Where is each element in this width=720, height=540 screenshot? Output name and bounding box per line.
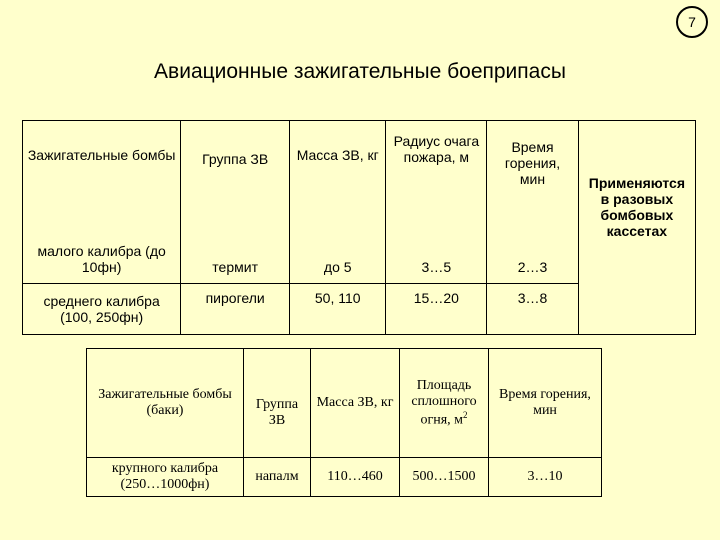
- header-area: [400, 349, 489, 458]
- header-mass: Масса ЗВ, кг: [311, 349, 400, 458]
- row-group: напалм: [244, 458, 311, 497]
- row2-group: пирогели: [181, 284, 290, 335]
- row1-group: термит: [181, 235, 290, 284]
- row1-time: 2…3: [487, 235, 579, 284]
- bombs-table: [22, 120, 696, 335]
- row-mass: 110…460: [311, 458, 400, 497]
- table-row: [87, 458, 602, 497]
- slide-number-badge: [676, 6, 708, 38]
- header-time: Время горения, мин: [489, 349, 602, 458]
- row2-bombs: среднего калибра (100, 250фн): [23, 284, 181, 335]
- row1-bombs: малого калибра (до 10фн): [23, 235, 181, 284]
- table-header-row: [87, 349, 602, 458]
- row2-mass: 50, 110: [290, 284, 386, 335]
- header-group: Группа ЗВ: [244, 349, 311, 458]
- tank-bombs-table: [86, 348, 602, 497]
- table-header-row: [23, 121, 696, 236]
- area-unit-superscript: 2: [463, 409, 468, 420]
- note-cell: Применяются в разовых бомбовых кассетах: [578, 121, 695, 335]
- row1-radius: 3…5: [386, 235, 487, 284]
- page-title: Авиационные зажигательные боеприпасы: [154, 60, 566, 83]
- row1-mass: до 5: [290, 235, 386, 284]
- row-area: 500…1500: [400, 458, 489, 497]
- header-group: Группа ЗВ: [181, 121, 290, 236]
- slide-number: 7: [688, 14, 696, 30]
- header-radius: Радиус очага пожара, м: [386, 121, 487, 236]
- header-time: Время горения, мин: [487, 121, 579, 236]
- header-bombs: Зажигательные бомбы: [23, 121, 181, 236]
- row2-radius: 15…20: [386, 284, 487, 335]
- row2-time: 3…8: [487, 284, 579, 335]
- row-tank-bombs: крупного калибра (250…1000фн): [87, 458, 244, 497]
- header-area-label: Площадь сплошного огня, м: [411, 377, 477, 428]
- header-tank-bombs: Зажигательные бомбы (баки): [87, 349, 244, 458]
- row-time: 3…10: [489, 458, 602, 497]
- header-mass: Масса ЗВ, кг: [290, 121, 386, 236]
